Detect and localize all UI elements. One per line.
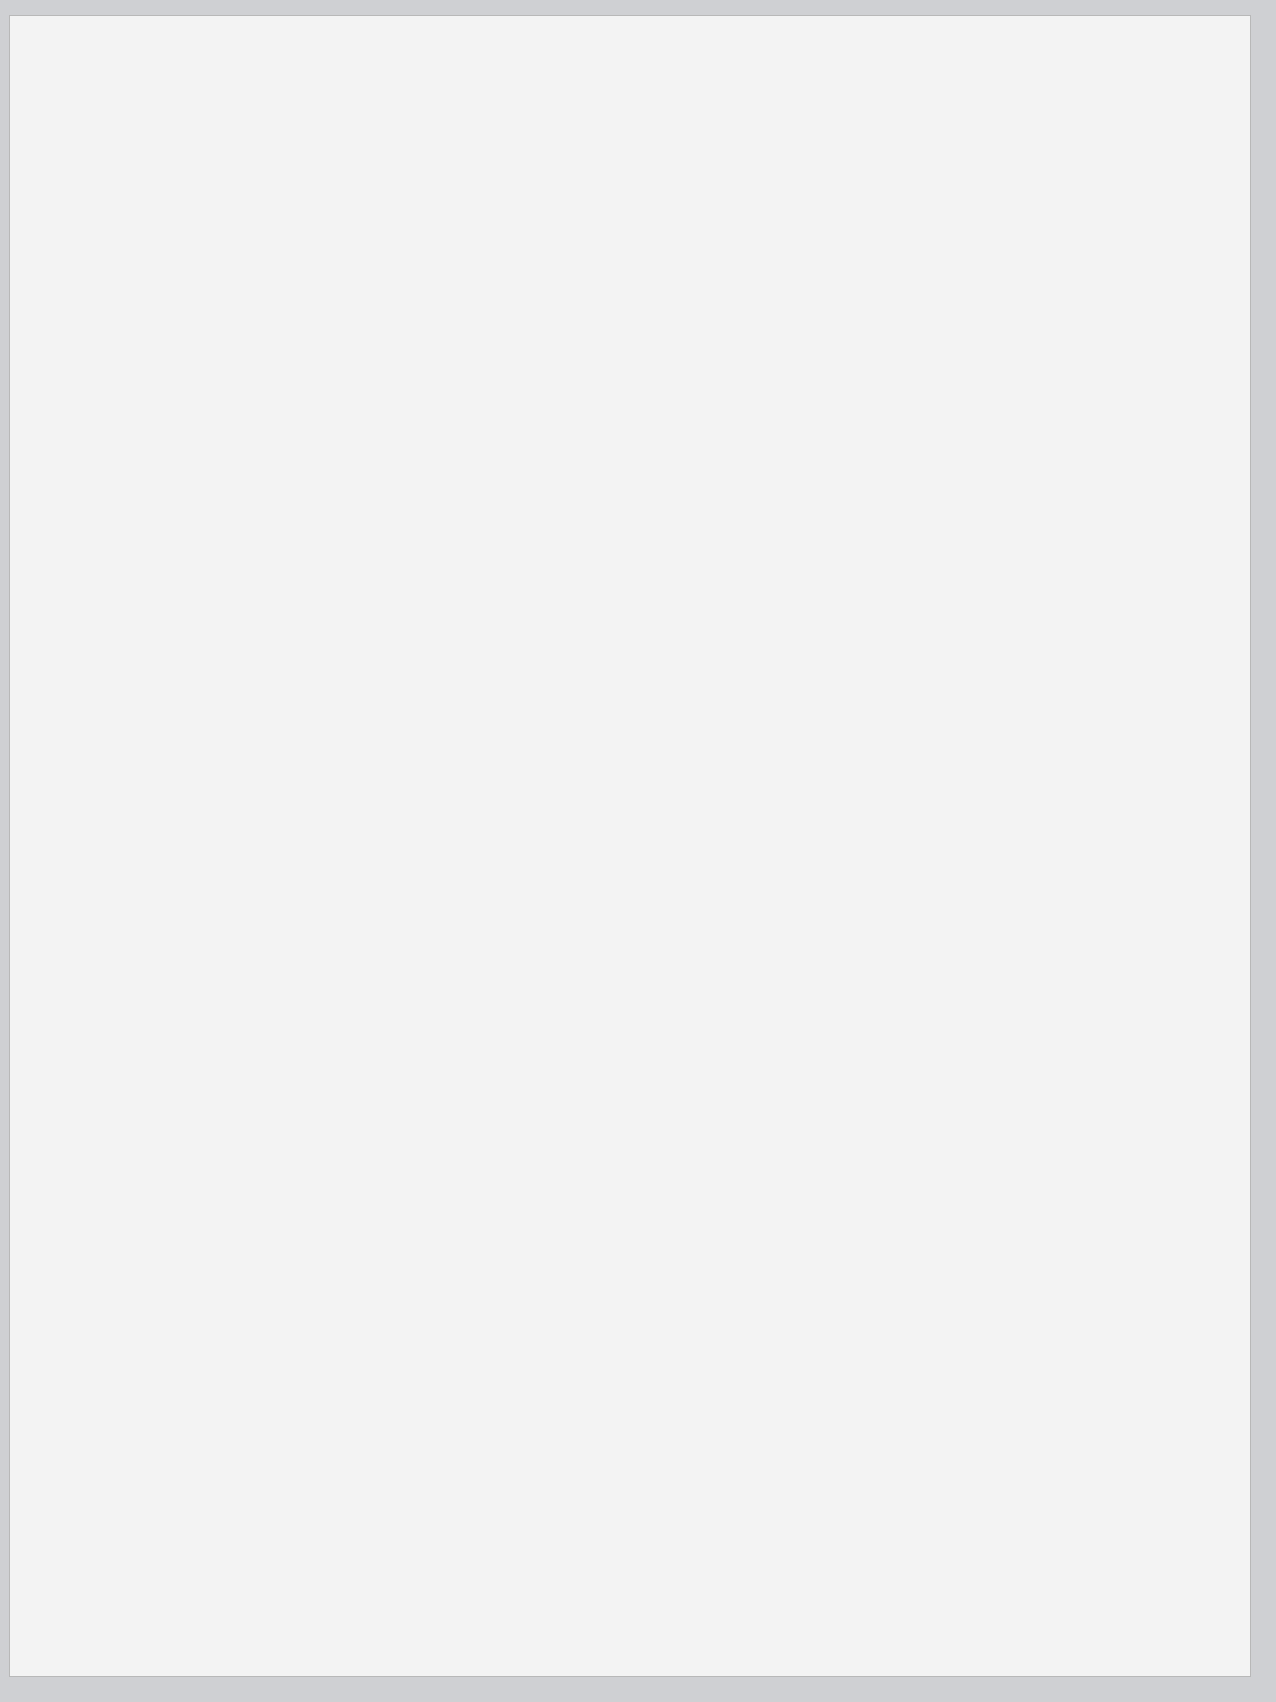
menu-page	[10, 16, 1250, 1676]
